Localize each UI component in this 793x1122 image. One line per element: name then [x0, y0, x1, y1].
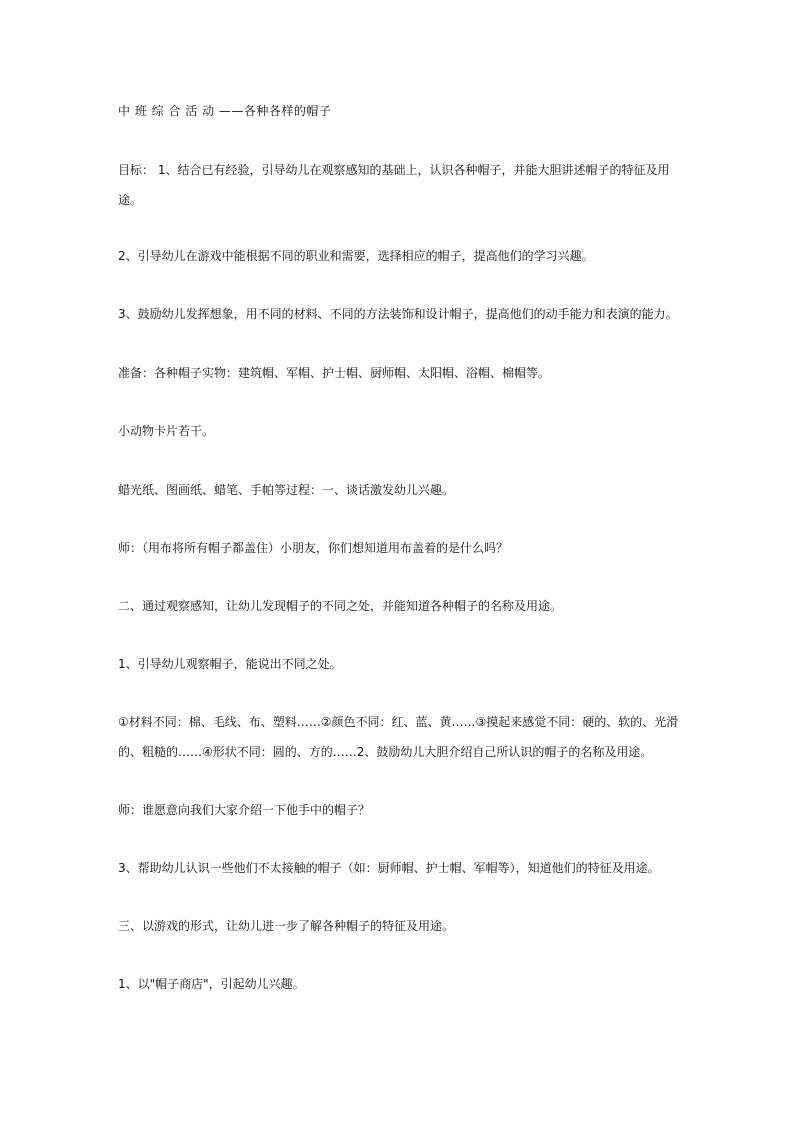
paragraph-unfamiliar-hats: 3、帮助幼儿认识一些他们不太接触的帽子（如：厨师帽、护士帽、军帽等），知道他们的特征及用途。	[118, 861, 660, 875]
paragraph-goal-3: 3、鼓励幼儿发挥想象，用不同的材料、不同的方法装饰和设计帽子，提高他们的动手能力和表演的能力。	[118, 307, 678, 321]
paragraph-teacher-question: 师：（用布将所有帽子都盖住）小朋友，你们想知道用布盖着的是什么吗？	[118, 541, 509, 555]
paragraph-animal-cards: 小动物卡片若干。	[118, 424, 215, 438]
paragraph-hat-shop: 1、以"帽子商店"，引起幼儿兴趣。	[118, 977, 305, 991]
paragraph-goal-1: 目标： 1、结合已有经验，引导幼儿在观察感知的基础上，认识各种帽子，并能大胆讲述帽子的特征及用途。	[118, 163, 670, 207]
paragraph-observe: 1、引导幼儿观察帽子，能说出不同之处。	[118, 657, 342, 671]
paragraph-materials-process: 蜡光纸、图画纸、蜡笔、手帕等过程：一、谈话激发幼儿兴趣。	[118, 483, 455, 497]
paragraph-section-2: 二、通过观察感知，让幼儿发现帽子的不同之处，并能知道各种帽子的名称及用途。	[118, 599, 563, 613]
paragraph-goal-2: 2、引导幼儿在游戏中能根据不同的职业和需要，选择相应的帽子，提高他们的学习兴趣。	[118, 249, 594, 263]
page-title: 中 班 综 合 活 动 ——各种各样的帽子	[118, 104, 332, 118]
paragraph-preparation: 准备：各种帽子实物：建筑帽、军帽、护士帽、厨师帽、太阳帽、浴帽、棉帽等。	[118, 366, 551, 380]
paragraph-section-3: 三、以游戏的形式，让幼儿进一步了解各种帽子的特征及用途。	[118, 919, 455, 933]
paragraph-teacher-introduce: 师：谁愿意向我们大家介绍一下他手中的帽子？	[118, 803, 371, 817]
paragraph-differences: ①材料不同：棉、毛线、布、塑料……②颜色不同：红、蓝、黄……③摸起来感觉不同：硬的、软的、光滑的、粗糙的……④形状不同：圆的、方的……2、鼓励幼儿大胆介绍自己所认识的帽子的名称及用途。	[118, 715, 679, 759]
